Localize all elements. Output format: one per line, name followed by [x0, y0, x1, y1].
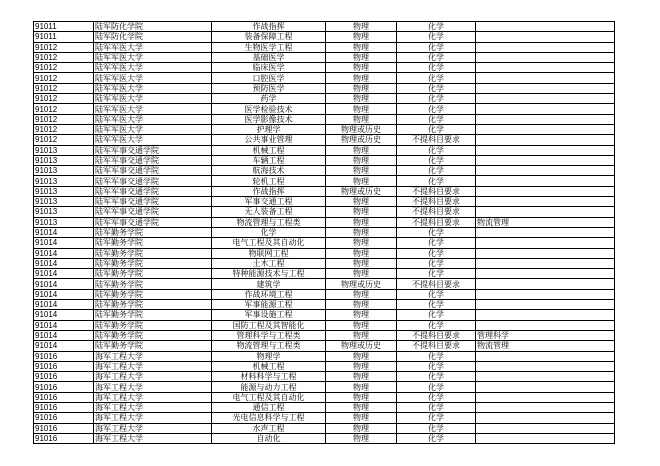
required-subject-cell: 不提科目要求 [397, 135, 476, 145]
note-cell [476, 310, 615, 320]
admission-subject-table [33, 21, 615, 444]
required-subject-cell: 不提科目要求 [397, 330, 476, 340]
required-subject-cell: 化学 [397, 248, 476, 258]
first-subject-cell: 物理 [326, 63, 397, 73]
table-row [34, 22, 615, 32]
required-subject-cell: 化学 [397, 351, 476, 361]
school-name-cell: 陆军勤务学院 [94, 330, 212, 340]
school-name-cell: 陆军勤务学院 [94, 248, 212, 258]
first-subject-cell: 物理 [326, 94, 397, 104]
first-subject-cell: 物理 [326, 289, 397, 299]
first-subject-cell: 物理 [326, 361, 397, 371]
first-subject-cell: 物理 [326, 392, 397, 402]
required-subject-cell: 化学 [397, 382, 476, 392]
major-name-cell: 无人装备工程 [212, 207, 326, 217]
table-row [34, 372, 615, 382]
major-name-cell: 材料科学与工程 [212, 372, 326, 382]
table-row [34, 248, 615, 258]
required-subject-cell: 化学 [397, 73, 476, 83]
school-code-cell: 91014 [34, 341, 94, 351]
table-row [34, 176, 615, 186]
table-row [34, 351, 615, 361]
required-subject-cell: 不提科目要求 [397, 197, 476, 207]
table-row [34, 382, 615, 392]
table-row [34, 300, 615, 310]
table-row [34, 166, 615, 176]
table-row [34, 279, 615, 289]
first-subject-cell: 物理 [326, 320, 397, 330]
table-row [34, 52, 615, 62]
required-subject-cell: 化学 [397, 269, 476, 279]
note-cell [476, 433, 615, 443]
note-cell [476, 300, 615, 310]
required-subject-cell: 不提科目要求 [397, 207, 476, 217]
table-row [34, 341, 615, 351]
school-code-cell: 91016 [34, 372, 94, 382]
school-code-cell: 91012 [34, 63, 94, 73]
table-row [34, 145, 615, 155]
school-code-cell: 91016 [34, 423, 94, 433]
required-subject-cell: 化学 [397, 258, 476, 268]
school-name-cell: 陆军军医大学 [94, 83, 212, 93]
school-code-cell: 91012 [34, 94, 94, 104]
school-name-cell: 陆军防化学院 [94, 32, 212, 42]
required-subject-cell: 化学 [397, 227, 476, 237]
school-code-cell: 91014 [34, 269, 94, 279]
school-name-cell: 陆军军医大学 [94, 42, 212, 52]
note-cell [476, 114, 615, 124]
first-subject-cell: 物理 [326, 433, 397, 443]
required-subject-cell: 化学 [397, 320, 476, 330]
major-name-cell: 作战环境工程 [212, 289, 326, 299]
first-subject-cell: 物理 [326, 217, 397, 227]
first-subject-cell: 物理 [326, 258, 397, 268]
major-name-cell: 军事能源工程 [212, 300, 326, 310]
school-code-cell: 91011 [34, 22, 94, 32]
school-name-cell: 陆军军事交通学院 [94, 166, 212, 176]
table-row [34, 32, 615, 42]
first-subject-cell: 物理 [326, 166, 397, 176]
first-subject-cell: 物理 [326, 248, 397, 258]
major-name-cell: 预防医学 [212, 83, 326, 93]
school-name-cell: 陆军勤务学院 [94, 320, 212, 330]
table-row [34, 402, 615, 412]
note-cell [476, 382, 615, 392]
first-subject-cell: 物理 [326, 42, 397, 52]
table-row [34, 433, 615, 443]
note-cell [476, 207, 615, 217]
school-code-cell: 91016 [34, 361, 94, 371]
table-row [34, 289, 615, 299]
note-cell [476, 73, 615, 83]
school-code-cell: 91014 [34, 320, 94, 330]
required-subject-cell: 化学 [397, 63, 476, 73]
table-row [34, 63, 615, 73]
school-name-cell: 陆军军医大学 [94, 63, 212, 73]
first-subject-cell: 物理 [326, 32, 397, 42]
major-name-cell: 航海技术 [212, 166, 326, 176]
required-subject-cell: 化学 [397, 392, 476, 402]
first-subject-cell: 物理 [326, 73, 397, 83]
first-subject-cell: 物理 [326, 114, 397, 124]
required-subject-cell: 化学 [397, 402, 476, 412]
major-name-cell: 车辆工程 [212, 155, 326, 165]
first-subject-cell: 物理或历史 [326, 124, 397, 134]
note-cell [476, 42, 615, 52]
table-row [34, 197, 615, 207]
major-name-cell: 口腔医学 [212, 73, 326, 83]
table-row [34, 258, 615, 268]
school-code-cell: 91014 [34, 330, 94, 340]
table-row [34, 83, 615, 93]
major-name-cell: 物流管理与工程类 [212, 341, 326, 351]
note-cell [476, 155, 615, 165]
note-cell [476, 423, 615, 433]
school-name-cell: 陆军勤务学院 [94, 279, 212, 289]
note-cell [476, 320, 615, 330]
major-name-cell: 通信工程 [212, 402, 326, 412]
first-subject-cell: 物理或历史 [326, 279, 397, 289]
major-name-cell: 护理学 [212, 124, 326, 134]
school-code-cell: 91014 [34, 279, 94, 289]
required-subject-cell: 化学 [397, 166, 476, 176]
first-subject-cell: 物理或历史 [326, 135, 397, 145]
note-cell [476, 32, 615, 42]
school-code-cell: 91016 [34, 382, 94, 392]
required-subject-cell: 化学 [397, 94, 476, 104]
major-name-cell: 物联网工程 [212, 248, 326, 258]
table-row [34, 423, 615, 433]
school-name-cell: 海军工程大学 [94, 402, 212, 412]
note-cell [476, 124, 615, 134]
note-cell [476, 289, 615, 299]
school-code-cell: 91013 [34, 176, 94, 186]
required-subject-cell: 化学 [397, 104, 476, 114]
school-name-cell: 海军工程大学 [94, 372, 212, 382]
first-subject-cell: 物理或历史 [326, 186, 397, 196]
table-row [34, 227, 615, 237]
major-name-cell: 医学影像技术 [212, 114, 326, 124]
school-name-cell: 陆军军医大学 [94, 104, 212, 114]
table-row [34, 310, 615, 320]
note-cell [476, 269, 615, 279]
required-subject-cell: 不提科目要求 [397, 341, 476, 351]
required-subject-cell: 化学 [397, 238, 476, 248]
required-subject-cell: 化学 [397, 83, 476, 93]
school-name-cell: 陆军军医大学 [94, 114, 212, 124]
first-subject-cell: 物理 [326, 351, 397, 361]
major-name-cell: 生物医学工程 [212, 42, 326, 52]
note-cell [476, 145, 615, 155]
school-name-cell: 陆军勤务学院 [94, 289, 212, 299]
note-cell [476, 372, 615, 382]
school-code-cell: 91016 [34, 413, 94, 423]
note-cell [476, 197, 615, 207]
school-name-cell: 海军工程大学 [94, 392, 212, 402]
required-subject-cell: 化学 [397, 155, 476, 165]
first-subject-cell: 物理 [326, 155, 397, 165]
table-row [34, 238, 615, 248]
major-name-cell: 能源与动力工程 [212, 382, 326, 392]
required-subject-cell: 化学 [397, 372, 476, 382]
school-name-cell: 陆军勤务学院 [94, 341, 212, 351]
note-cell [476, 413, 615, 423]
school-code-cell: 91013 [34, 207, 94, 217]
school-code-cell: 91016 [34, 402, 94, 412]
note-cell [476, 392, 615, 402]
note-cell [476, 351, 615, 361]
note-cell [476, 63, 615, 73]
school-name-cell: 陆军勤务学院 [94, 310, 212, 320]
first-subject-cell: 物理 [326, 104, 397, 114]
table-row [34, 330, 615, 340]
table-row [34, 155, 615, 165]
school-name-cell: 海军工程大学 [94, 413, 212, 423]
table-body [34, 22, 615, 444]
first-subject-cell: 物理 [326, 227, 397, 237]
note-cell [476, 166, 615, 176]
major-name-cell: 机械工程 [212, 361, 326, 371]
major-name-cell: 军事交通工程 [212, 197, 326, 207]
major-name-cell: 水声工程 [212, 423, 326, 433]
note-cell [476, 22, 615, 32]
required-subject-cell: 化学 [397, 423, 476, 433]
table-row [34, 320, 615, 330]
school-code-cell: 91013 [34, 166, 94, 176]
school-code-cell: 91012 [34, 42, 94, 52]
table-row [34, 73, 615, 83]
table-row [34, 94, 615, 104]
school-code-cell: 91016 [34, 351, 94, 361]
table-row [34, 361, 615, 371]
table-row [34, 114, 615, 124]
first-subject-cell: 物理 [326, 207, 397, 217]
first-subject-cell: 物理 [326, 52, 397, 62]
major-name-cell: 医学检验技术 [212, 104, 326, 114]
school-name-cell: 陆军军事交通学院 [94, 197, 212, 207]
first-subject-cell: 物理 [326, 382, 397, 392]
required-subject-cell: 化学 [397, 114, 476, 124]
school-code-cell: 91013 [34, 217, 94, 227]
note-cell [476, 258, 615, 268]
school-code-cell: 91012 [34, 104, 94, 114]
first-subject-cell: 物理 [326, 83, 397, 93]
table-row [34, 124, 615, 134]
required-subject-cell: 不提科目要求 [397, 279, 476, 289]
school-name-cell: 陆军军事交通学院 [94, 207, 212, 217]
required-subject-cell: 不提科目要求 [397, 217, 476, 227]
first-subject-cell: 物理 [326, 300, 397, 310]
major-name-cell: 临床医学 [212, 63, 326, 73]
table-row [34, 392, 615, 402]
school-name-cell: 陆军军医大学 [94, 124, 212, 134]
school-code-cell: 91013 [34, 186, 94, 196]
major-name-cell: 装备保障工程 [212, 32, 326, 42]
school-code-cell: 91013 [34, 155, 94, 165]
school-name-cell: 海军工程大学 [94, 351, 212, 361]
first-subject-cell: 物理 [326, 330, 397, 340]
first-subject-cell: 物理 [326, 402, 397, 412]
school-code-cell: 91012 [34, 114, 94, 124]
table-row [34, 135, 615, 145]
note-cell [476, 227, 615, 237]
note-cell [476, 248, 615, 258]
major-name-cell: 物流管理与工程类 [212, 217, 326, 227]
note-cell [476, 176, 615, 186]
major-name-cell: 电气工程及其自动化 [212, 238, 326, 248]
first-subject-cell: 物理 [326, 372, 397, 382]
school-name-cell: 海军工程大学 [94, 423, 212, 433]
major-name-cell: 轮机工程 [212, 176, 326, 186]
major-name-cell: 化学 [212, 227, 326, 237]
first-subject-cell: 物理 [326, 269, 397, 279]
major-name-cell: 国防工程及其智能化 [212, 320, 326, 330]
school-code-cell: 91012 [34, 124, 94, 134]
school-name-cell: 陆军军医大学 [94, 52, 212, 62]
required-subject-cell: 化学 [397, 361, 476, 371]
major-name-cell: 基础医学 [212, 52, 326, 62]
major-name-cell: 军事设施工程 [212, 310, 326, 320]
school-name-cell: 陆军军医大学 [94, 135, 212, 145]
school-name-cell: 海军工程大学 [94, 433, 212, 443]
first-subject-cell: 物理 [326, 413, 397, 423]
school-name-cell: 陆军军医大学 [94, 73, 212, 83]
school-code-cell: 91014 [34, 289, 94, 299]
required-subject-cell: 化学 [397, 176, 476, 186]
school-code-cell: 91014 [34, 248, 94, 258]
major-name-cell: 作战指挥 [212, 186, 326, 196]
school-name-cell: 海军工程大学 [94, 361, 212, 371]
school-name-cell: 陆军军事交通学院 [94, 217, 212, 227]
note-cell: 管理科学 [476, 330, 615, 340]
first-subject-cell: 物理或历史 [326, 341, 397, 351]
major-name-cell: 机械工程 [212, 145, 326, 155]
school-code-cell: 91012 [34, 135, 94, 145]
note-cell [476, 279, 615, 289]
major-name-cell: 自动化 [212, 433, 326, 443]
note-cell [476, 104, 615, 114]
school-name-cell: 陆军勤务学院 [94, 258, 212, 268]
major-name-cell: 电气工程及其自动化 [212, 392, 326, 402]
table-row [34, 269, 615, 279]
school-name-cell: 陆军军事交通学院 [94, 155, 212, 165]
school-code-cell: 91014 [34, 310, 94, 320]
required-subject-cell: 化学 [397, 310, 476, 320]
school-name-cell: 陆军勤务学院 [94, 227, 212, 237]
note-cell [476, 361, 615, 371]
note-cell [476, 94, 615, 104]
major-name-cell: 光电信息科学与工程 [212, 413, 326, 423]
school-code-cell: 91012 [34, 73, 94, 83]
required-subject-cell: 化学 [397, 289, 476, 299]
first-subject-cell: 物理 [326, 22, 397, 32]
required-subject-cell: 化学 [397, 145, 476, 155]
note-cell: 物流管理 [476, 341, 615, 351]
required-subject-cell: 化学 [397, 52, 476, 62]
school-code-cell: 91014 [34, 227, 94, 237]
school-code-cell: 91012 [34, 52, 94, 62]
school-code-cell: 91013 [34, 197, 94, 207]
first-subject-cell: 物理 [326, 423, 397, 433]
school-code-cell: 91013 [34, 145, 94, 155]
school-code-cell: 91014 [34, 238, 94, 248]
note-cell: 物流管理 [476, 217, 615, 227]
school-code-cell: 91014 [34, 300, 94, 310]
note-cell [476, 83, 615, 93]
first-subject-cell: 物理 [326, 176, 397, 186]
note-cell [476, 238, 615, 248]
school-name-cell: 陆军军事交通学院 [94, 145, 212, 155]
first-subject-cell: 物理 [326, 310, 397, 320]
first-subject-cell: 物理 [326, 197, 397, 207]
required-subject-cell: 化学 [397, 433, 476, 443]
table-row [34, 413, 615, 423]
school-code-cell: 91016 [34, 392, 94, 402]
school-name-cell: 海军工程大学 [94, 382, 212, 392]
school-name-cell: 陆军勤务学院 [94, 238, 212, 248]
note-cell [476, 186, 615, 196]
note-cell [476, 135, 615, 145]
note-cell [476, 52, 615, 62]
required-subject-cell: 化学 [397, 42, 476, 52]
first-subject-cell: 物理 [326, 145, 397, 155]
major-name-cell: 药学 [212, 94, 326, 104]
school-code-cell: 91011 [34, 32, 94, 42]
first-subject-cell: 物理 [326, 238, 397, 248]
school-name-cell: 陆军勤务学院 [94, 269, 212, 279]
school-code-cell: 91012 [34, 83, 94, 93]
school-name-cell: 陆军军医大学 [94, 94, 212, 104]
table-row [34, 207, 615, 217]
table-row [34, 186, 615, 196]
required-subject-cell: 化学 [397, 300, 476, 310]
note-cell [476, 402, 615, 412]
required-subject-cell: 化学 [397, 32, 476, 42]
required-subject-cell: 不提科目要求 [397, 186, 476, 196]
school-code-cell: 91016 [34, 433, 94, 443]
major-name-cell: 管理科学与工程类 [212, 330, 326, 340]
required-subject-cell: 化学 [397, 124, 476, 134]
table-row [34, 217, 615, 227]
table-row [34, 104, 615, 114]
school-code-cell: 91014 [34, 258, 94, 268]
major-name-cell: 土木工程 [212, 258, 326, 268]
school-name-cell: 陆军防化学院 [94, 22, 212, 32]
required-subject-cell: 化学 [397, 22, 476, 32]
table-row [34, 42, 615, 52]
major-name-cell: 特种能源技术与工程 [212, 269, 326, 279]
major-name-cell: 物理学 [212, 351, 326, 361]
school-name-cell: 陆军军事交通学院 [94, 186, 212, 196]
school-name-cell: 陆军勤务学院 [94, 300, 212, 310]
major-name-cell: 作战指挥 [212, 22, 326, 32]
major-name-cell: 建筑学 [212, 279, 326, 289]
major-name-cell: 公共事业管理 [212, 135, 326, 145]
school-name-cell: 陆军军事交通学院 [94, 176, 212, 186]
required-subject-cell: 化学 [397, 413, 476, 423]
